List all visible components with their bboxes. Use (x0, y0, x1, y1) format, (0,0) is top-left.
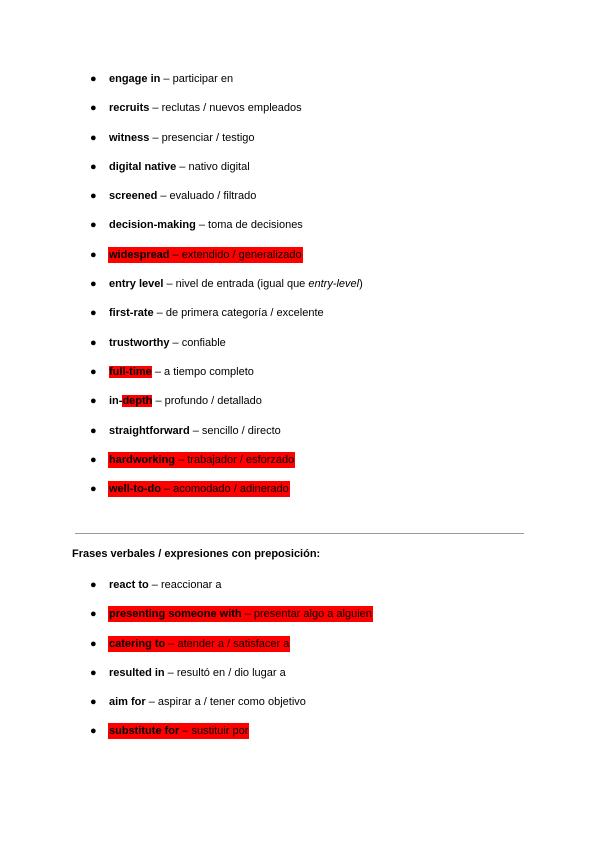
separator: – (179, 725, 192, 738)
highlighted-entry (108, 636, 290, 652)
list-item (90, 481, 364, 510)
phrasal-verbs-list (90, 577, 373, 753)
list-item (90, 217, 364, 246)
bullet-icon: ● (90, 725, 97, 738)
entry (108, 694, 307, 710)
highlighted-entry (108, 247, 303, 263)
entry (108, 276, 364, 292)
entry (108, 423, 282, 439)
separator: – (165, 637, 178, 650)
term: substitute for (109, 725, 180, 738)
list-item (90, 636, 373, 665)
highlighted-entry (108, 452, 295, 468)
term: trustworthy (109, 336, 170, 349)
meaning: toma de decisiones (208, 219, 303, 232)
list-item (90, 423, 364, 452)
separator: – (153, 307, 166, 320)
term: screened (109, 190, 158, 203)
separator: – (189, 424, 202, 437)
meaning: atender a / satisfacer a (177, 637, 290, 650)
bullet-icon: ● (90, 608, 97, 621)
list-item (90, 606, 373, 635)
list-item (90, 305, 364, 334)
term-part: in- (109, 395, 123, 408)
list-item (90, 159, 364, 188)
separator: – (149, 131, 162, 144)
bullet-icon: ● (90, 219, 97, 232)
separator: – (151, 365, 165, 378)
entry (108, 130, 256, 146)
term: straightforward (109, 424, 190, 437)
list-item (90, 452, 364, 481)
separator: – (169, 248, 182, 261)
list-item (90, 247, 364, 276)
meaning: extendido / generalizado (181, 248, 302, 261)
list-item (90, 71, 364, 100)
bullet-icon: ● (90, 637, 97, 650)
bullet-icon: ● (90, 666, 97, 679)
meaning: confiable (181, 336, 226, 349)
meaning-end: ) (359, 278, 363, 291)
bullet-icon: ● (90, 336, 97, 349)
separator: – (176, 160, 189, 173)
term: resulted in (109, 666, 165, 679)
term: hardworking (109, 453, 176, 466)
separator: – (149, 102, 162, 115)
highlighted-term-part: depth (122, 395, 153, 408)
bullet-icon: ● (90, 696, 97, 709)
bullet-icon: ● (90, 395, 97, 408)
term: aim for (109, 696, 146, 709)
list-item (90, 723, 373, 752)
entry (108, 188, 257, 204)
separator: – (157, 190, 170, 203)
list-item (90, 393, 364, 422)
separator: – (175, 453, 188, 466)
bullet-icon: ● (90, 278, 97, 291)
entry (108, 577, 223, 593)
term: decision-making (109, 219, 196, 232)
list-item (90, 335, 364, 364)
separator: – (152, 395, 165, 408)
entry (108, 159, 251, 175)
highlighted-entry (108, 481, 290, 497)
term: entry level (109, 278, 164, 291)
bullet-icon: ● (90, 248, 97, 261)
term: react to (109, 579, 149, 591)
meaning: profundo / detallado (164, 395, 262, 408)
meaning: presentar algo a alguien (253, 608, 372, 621)
separator: – (148, 579, 161, 591)
entry (108, 665, 287, 681)
meaning: aspirar a / tener como objetivo (157, 696, 306, 709)
separator: – (160, 483, 174, 496)
entry (108, 71, 234, 87)
entry (108, 305, 325, 321)
meaning: nativo digital (188, 160, 250, 173)
list-item (90, 130, 364, 159)
separator: – (145, 696, 158, 709)
separator: – (163, 278, 176, 291)
entry (108, 335, 227, 351)
entry (108, 217, 304, 233)
meaning: sencillo / directo (201, 424, 281, 437)
meaning: nivel de entrada (igual que (175, 278, 309, 291)
meaning: evaluado / filtrado (169, 190, 257, 203)
meaning: reclutas / nuevos empleados (161, 102, 302, 115)
bullet-icon: ● (90, 307, 97, 320)
list-item (90, 694, 373, 723)
bullet-icon: ● (90, 160, 97, 173)
bullet-icon: ● (90, 579, 97, 591)
meaning: sustituir por (191, 725, 249, 738)
list-item (90, 665, 373, 694)
bullet-icon: ● (90, 453, 97, 466)
bullet-icon: ● (90, 131, 97, 144)
term: well-to-do (109, 483, 161, 496)
meaning: reaccionar a (160, 579, 222, 591)
term: digital native (109, 160, 177, 173)
list-item (90, 188, 364, 217)
term: widespread (109, 248, 170, 261)
horizontal-divider (75, 533, 524, 534)
term: engage in (109, 73, 161, 85)
term: first-rate (109, 307, 154, 320)
meaning: participar en (172, 73, 234, 85)
list-item (90, 364, 364, 393)
section-title: Frases verbales / expresiones con preposición: (72, 548, 321, 560)
entry (108, 393, 263, 409)
separator: – (160, 73, 173, 85)
meaning: resultó en / dio lugar a (176, 666, 286, 679)
meaning: de primera categoría / excelente (165, 307, 324, 320)
meaning: acomodado / adinerado (173, 483, 289, 496)
term: catering to (109, 637, 166, 650)
bullet-icon: ● (90, 190, 97, 203)
separator: – (241, 608, 254, 621)
separator: – (164, 666, 177, 679)
list-item (90, 276, 364, 305)
bullet-icon: ● (90, 365, 97, 378)
highlighted-entry (108, 723, 249, 739)
bullet-icon: ● (90, 424, 97, 437)
bullet-icon: ● (90, 102, 97, 115)
highlighted-entry (108, 606, 373, 622)
term: witness (109, 131, 150, 144)
highlighted-term: full-time (109, 365, 152, 378)
list-item (90, 577, 373, 606)
separator: – (169, 336, 182, 349)
bullet-icon: ● (90, 73, 97, 85)
vocabulary-list (90, 71, 364, 510)
separator: – (195, 219, 209, 232)
term: recruits (109, 102, 150, 115)
meaning-italic: entry-level (308, 278, 360, 291)
term: presenting someone with (109, 608, 242, 621)
entry (108, 100, 303, 116)
meaning: a tiempo completo (164, 365, 254, 378)
bullet-icon: ● (90, 483, 97, 496)
entry (108, 364, 255, 380)
list-item (90, 100, 364, 129)
meaning: trabajador / esforzado (187, 453, 295, 466)
meaning: presenciar / testigo (161, 131, 255, 144)
